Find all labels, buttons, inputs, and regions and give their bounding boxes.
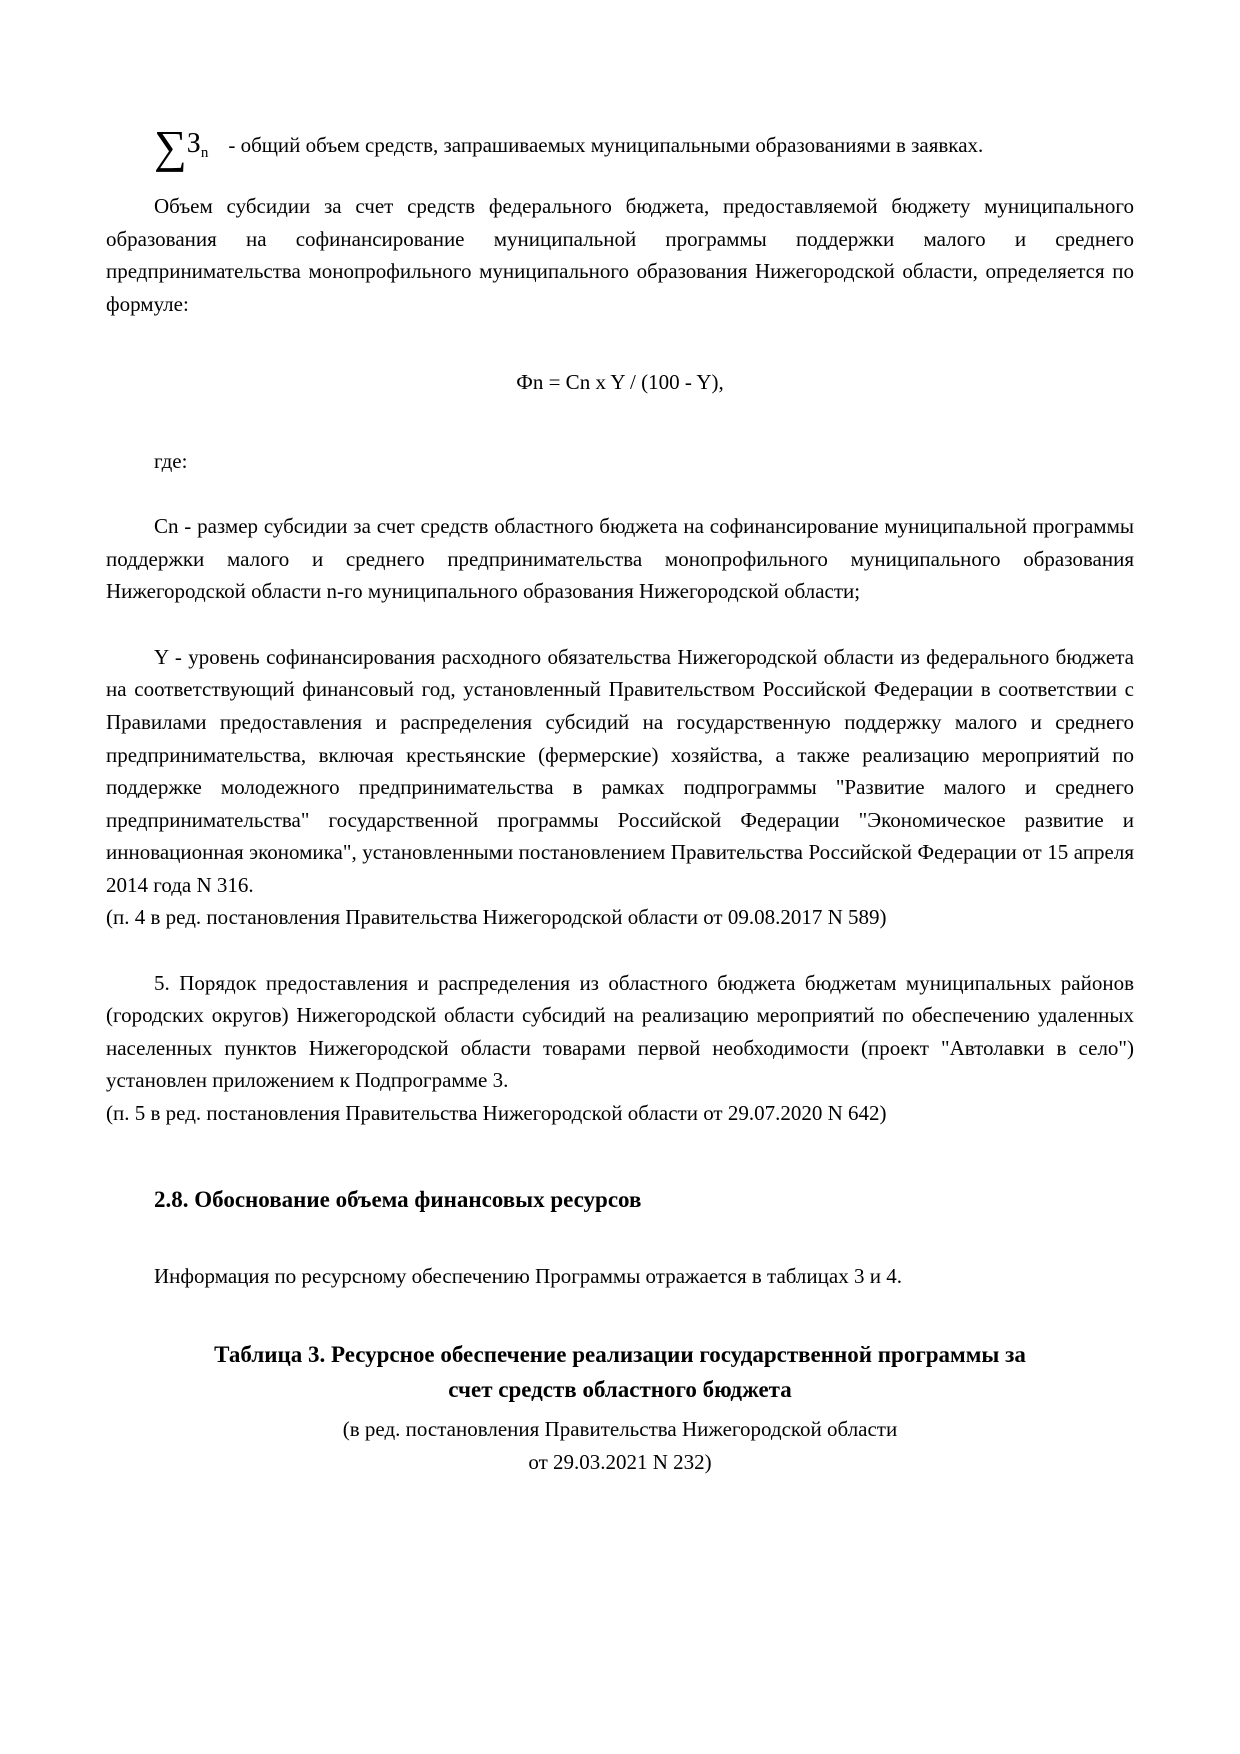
sum-caption: - общий объем средств, запрашиваемых муниципальными образованиями в заявках. xyxy=(228,133,984,157)
section-heading-2-8: 2.8. Обоснование объема финансовых ресурсов xyxy=(154,1186,642,1212)
sum-definition-line xyxy=(106,122,1134,170)
paragraph-y-definition: Y - уровень софинансирования расходного обязательства Нижегородской области из федерального бюджета на соответствующий финансовый год, установленный Правительством Российской Федерации в соответствии с Правилами предоставления и распределения субсидий на государственную поддержку малого и среднего предпринимательства, включая крестьянские (фермерские) хозяйства, а также реализацию мероприятий по поддержке молодежного предпринимательства в рамках подпрограммы "Развитие малого и среднего предпринимательства" государственной программы Российской Федерации "Экономическое развитие и инновационная экономика", установленными постановлением Правительства Российской Федерации от 15 апреля 2014 года N 316. xyxy=(106,644,1134,897)
note-p4-revision: (п. 4 в ред. постановления Правительства Нижегородской области от 09.08.2017 N 589) xyxy=(106,905,887,930)
paragraph-5-order: 5. Порядок предоставления и распределения из областного бюджета бюджетам муниципальных районов (городских округов) Нижегородской области субсидий на реализацию мероприятий по обеспечению удаленных населенных пунктов Нижегородской области товарами первой необходимости (проект "Автолавки в село") установлен приложением к Подпрограмме 3. xyxy=(106,970,1134,1093)
table3-revision-line2: от 29.03.2021 N 232) xyxy=(528,1449,712,1474)
note-p5-revision: (п. 5 в ред. постановления Правительства Нижегородской области от 29.07.2020 N 642) xyxy=(106,1101,887,1126)
sum-subscript-n: n xyxy=(200,145,209,162)
paragraph-info-tables: Информация по ресурсному обеспечению Программы отражается в таблицах 3 и 4. xyxy=(154,1263,902,1288)
formula-fn: Фn = Cn x Y / (100 - Y), xyxy=(516,370,724,395)
paragraph-federal-subsidy: Объем субсидии за счет средств федерального бюджета, предоставляемой бюджету муниципального образования на софинансирование муниципальной программы поддержки малого и среднего предпринимательства монопрофильного муниципального образования Нижегородской области, определяется по формуле: xyxy=(106,194,1134,316)
sum-term-z: З xyxy=(186,128,201,159)
sigma-symbol: ∑ xyxy=(154,121,187,172)
paragraph-cn-definition: Cn - размер субсидии за счет средств областного бюджета на софинансирование муниципальной программы поддержки малого и среднего предпринимательства монопрофильного муниципального образования Нижегородской области n-го муниципального образования Нижегородской области; xyxy=(106,514,1134,604)
table3-revision-line1: (в ред. постановления Правительства Нижегородской области xyxy=(342,1417,898,1442)
table3-title: Таблица 3. Ресурсное обеспечение реализации государственной программы за счет средств областного бюджета xyxy=(214,1342,1026,1402)
where-label: где: xyxy=(154,448,188,473)
